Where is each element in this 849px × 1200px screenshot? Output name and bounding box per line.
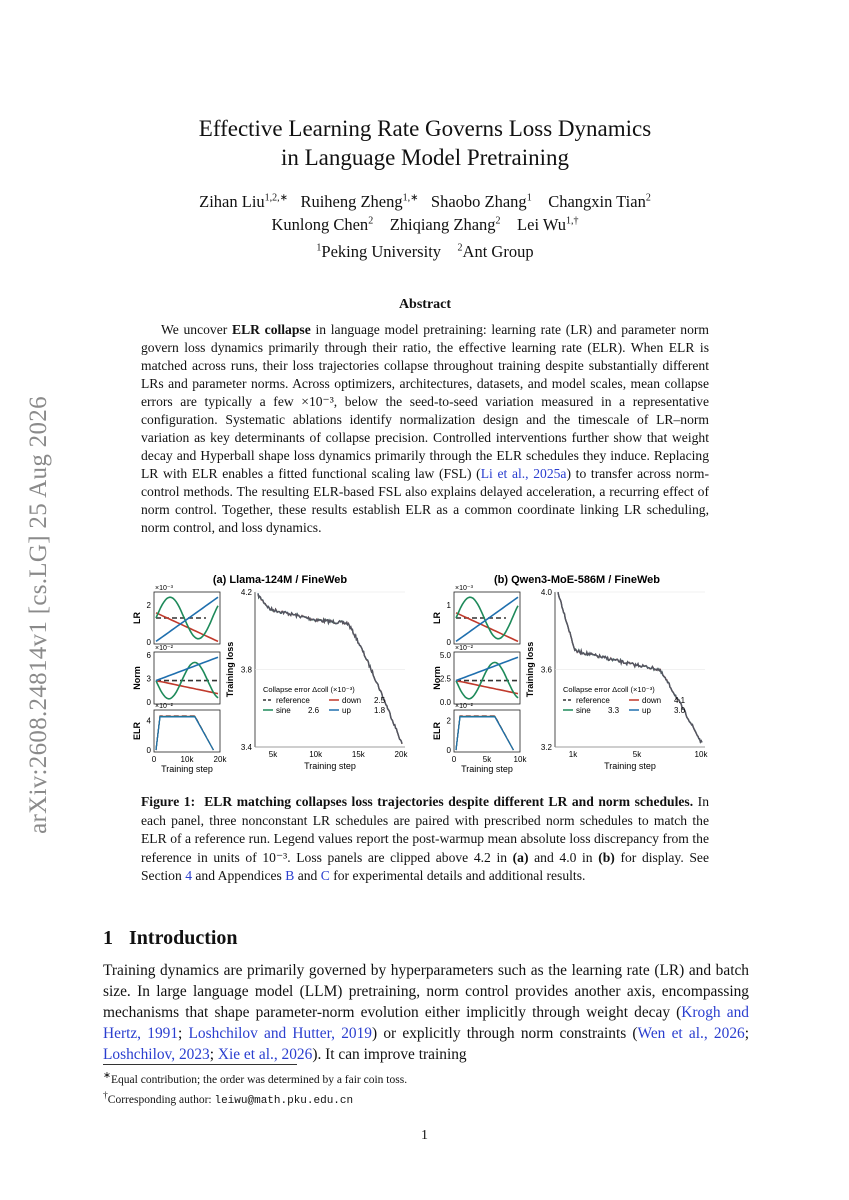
tick-label: 5k — [482, 755, 492, 764]
tick-label: 3 — [146, 674, 151, 684]
tick-label: 10k — [180, 755, 194, 764]
authors-line-2 — [100, 210, 750, 236]
panel-a-title: (a) Llama-124M / FineWeb — [212, 574, 348, 586]
author: Ruiheng Zheng$^{1,∗}$ — [300, 191, 419, 211]
axis-exponent: ×10⁻³ — [155, 585, 173, 592]
axis-label: Norm — [432, 666, 442, 690]
axis-exponent: ×10⁻² — [155, 645, 173, 652]
tick-label: 4.0 — [540, 588, 552, 597]
citation-link[interactable]: Wen et al., 2026 — [637, 1025, 745, 1042]
tick-label: 0 — [146, 746, 151, 755]
author: Changxin Tian$^2$ — [548, 191, 651, 211]
legend-label-reference: reference — [576, 696, 610, 705]
citation-link[interactable]: Xie et al., 2026 — [217, 1046, 313, 1063]
axis-label: Norm — [132, 666, 142, 690]
panel-b-title: (b) Qwen3-MoE-586M / FineWeb — [493, 574, 661, 586]
axis-exponent: ×10⁻² — [155, 703, 173, 710]
legend-label-down: down — [342, 696, 362, 705]
affiliations — [100, 237, 750, 263]
affiliation: $^2$Ant Group — [457, 241, 534, 261]
axis-exponent: ×10⁻³ — [455, 585, 473, 592]
abstract-body: We uncover ELR collapse in language model pretraining: learning rate (LR) and parameter norm govern loss dynamics primarily through their ratio, the effective learning rate (ELR). When ELR is matched across runs, their loss trajectories collapse throughout training despite substantially different LRs and parameter norms. Across optimizers, architectures, datasets, and model scales, mean collapse errors are typically a few ×10⁻³, below the seed-to-seed variation measured in a representative configuration. Systematic ablations identify normalization design and the timescale of LR–norm variation as key determinants of collapse precision. Controlled interventions further show that weight decay and Hyperball shape loss dynamics primarily through the ELR schedules they induce. Replacing LR with ELR enables a fitted functional scaling law (FSL) (Li et al., 2025a) to transfer across norm-control methods. The resulting ELR-based FSL also explains delayed acceleration, a recurring effect of norm control. Together, these results establish ELR as a common coordinate linking LR scheduling, norm control, and loss dynamics. — [141, 322, 709, 535]
legend-value-down: 4.1 — [674, 696, 686, 705]
title-line-2: in Language Model Pretraining — [280, 145, 570, 170]
x-axis-label: Training step — [604, 761, 656, 771]
appendix-b-link[interactable]: B — [285, 868, 295, 883]
tick-label: 2 — [146, 601, 151, 610]
author: Shaobo Zhang$^1$ — [430, 191, 532, 211]
y-axis-label: Training loss — [225, 641, 235, 698]
x-axis-label: Training step — [304, 761, 356, 771]
tick-label: 3.2 — [540, 743, 552, 752]
tick-label: 10k — [513, 755, 527, 764]
legend-label-sine: sine — [576, 706, 591, 715]
footnote-rule — [103, 1064, 297, 1065]
footnotes — [103, 1068, 407, 1109]
tick-label: 3.4 — [240, 743, 252, 752]
legend-label-up: up — [642, 706, 651, 715]
tick-label: 10k — [309, 750, 323, 759]
legend-title: Collapse error Δcoll (×10⁻³) — [263, 685, 355, 694]
citation-link[interactable]: Li et al., 2025a — [480, 466, 567, 481]
axis-label: LR — [132, 612, 142, 624]
title-line-1: Effective Learning Rate Governs Loss Dynamics — [198, 116, 652, 141]
y-axis-label: Training loss — [525, 641, 535, 698]
section-ref-link[interactable]: 4 — [185, 868, 192, 883]
tick-label: 0 — [451, 755, 457, 764]
tick-label: 2.5 — [439, 674, 451, 684]
tick-label: 3.6 — [540, 665, 552, 675]
tick-label: 1 — [446, 601, 451, 610]
footnote-2: †Corresponding author: leiwu@math.pku.edu.cn — [103, 1089, 354, 1107]
paper-title — [100, 114, 750, 172]
author: Lei $Wu^{1,\dagger}$ — [517, 214, 579, 234]
figure-1 — [100, 568, 750, 786]
tick-label: 5k — [268, 750, 278, 759]
x-axis-label: Training step — [161, 764, 213, 774]
legend-label-down: down — [642, 696, 662, 705]
footnote-1: ∗Equal contribution; the order was determined by a fair coin toss. — [103, 1070, 408, 1086]
page-number: 1 — [421, 1128, 428, 1143]
axis-label: ELR — [132, 722, 142, 740]
legend-label-reference: reference — [276, 696, 310, 705]
appendix-c-link[interactable]: C — [320, 868, 330, 883]
tick-label: 5k — [632, 750, 642, 759]
tick-label: 1k — [568, 750, 578, 759]
citation-link[interactable]: Loshchilov and Hutter, 2019 — [188, 1025, 372, 1042]
tick-label: 0 — [146, 698, 151, 707]
tick-label: 4 — [146, 716, 151, 726]
tick-label: 0 — [146, 638, 151, 647]
intro-paragraph: Training dynamics are primarily governed by hyperparameters such as the learning rate (LR) and batch size. In large language model (LLM) pretraining, norm control provides another axis, encompassing mechanisms that shape parameter-norm evolution either implicitly through weight decay (Krogh and Hertz, 1991; Loshchilov and Hutter, 2019) or explicitly through norm constraints (Wen et al., 2026; Loshchilov, 2023; Xie et al., 2026). It can improve training — [103, 962, 749, 1063]
legend-label-sine: sine — [276, 706, 291, 715]
axis-exponent: ×10⁻² — [455, 645, 473, 652]
tick-label: 10k — [694, 750, 708, 759]
tick-label: 3.8 — [240, 665, 252, 675]
axis-label: ELR — [432, 722, 442, 740]
legend-value-up: 3.0 — [674, 706, 686, 715]
tick-label: 0.0 — [439, 698, 451, 707]
author: Zihan Liu$^{1,2,∗}$ — [199, 191, 289, 211]
legend-value-down: 2.5 — [374, 696, 386, 705]
panel-a — [132, 585, 408, 774]
legend-title: Collapse error Δcoll (×10⁻³) — [563, 685, 655, 694]
legend-label-up: up — [342, 706, 351, 715]
author: Zhiqiang Zhang$^2$ — [389, 214, 501, 234]
arxiv-stamp: arXiv:2608.24814v1 [cs.LG] 25 Aug 2026 — [25, 396, 52, 834]
tick-label: 0 — [446, 746, 451, 755]
axis-exponent: ×10⁻² — [455, 703, 473, 710]
tick-label: 20k — [394, 750, 408, 759]
tick-label: 2 — [446, 716, 451, 726]
axis-label: LR — [432, 612, 442, 624]
figure-caption: Figure 1: ELR matching collapses loss trajectories despite different LR and norm schedules. In each panel, three nonconstant LR schedules are paired with prescribed norm schedules to match the ELR of a reference run. Legend values report the post-warmup mean absolute loss discrepancy from the reference in units of 10⁻³. Loss panels are clipped above 4.2 in (a) and 4.0 in (b) for display. See Section 4 and Appendices B and C for experimental details and additional results. — [141, 794, 709, 883]
abstract-heading: Abstract — [398, 297, 452, 312]
tick-label: 5.0 — [439, 651, 451, 660]
legend-value-up: 1.8 — [374, 706, 386, 715]
tick-label: 4.2 — [240, 588, 252, 597]
tick-label: 15k — [351, 750, 365, 759]
legend-value-sine: 3.3 — [608, 706, 620, 715]
authors-line-1 — [100, 187, 750, 213]
tick-label: 20k — [213, 755, 227, 764]
tick-label: 0 — [151, 755, 157, 764]
citation-link[interactable]: Loshchilov, 2023 — [103, 1046, 210, 1063]
author: Kunlong Chen$^2$ — [271, 214, 374, 234]
affiliation: $^1$Peking University — [316, 241, 442, 261]
tick-label: 6 — [146, 651, 151, 660]
x-axis-label: Training step — [461, 764, 513, 774]
email-link[interactable]: leiwu@math.pku.edu.cn — [214, 1094, 354, 1107]
citation-link[interactable]: Krogh and Hertz, 1991 — [103, 1004, 749, 1042]
legend-value-sine: 2.6 — [308, 706, 320, 715]
section-heading: 1 Introduction — [103, 927, 238, 949]
tick-label: 0 — [446, 638, 451, 647]
panel-b — [432, 585, 708, 774]
